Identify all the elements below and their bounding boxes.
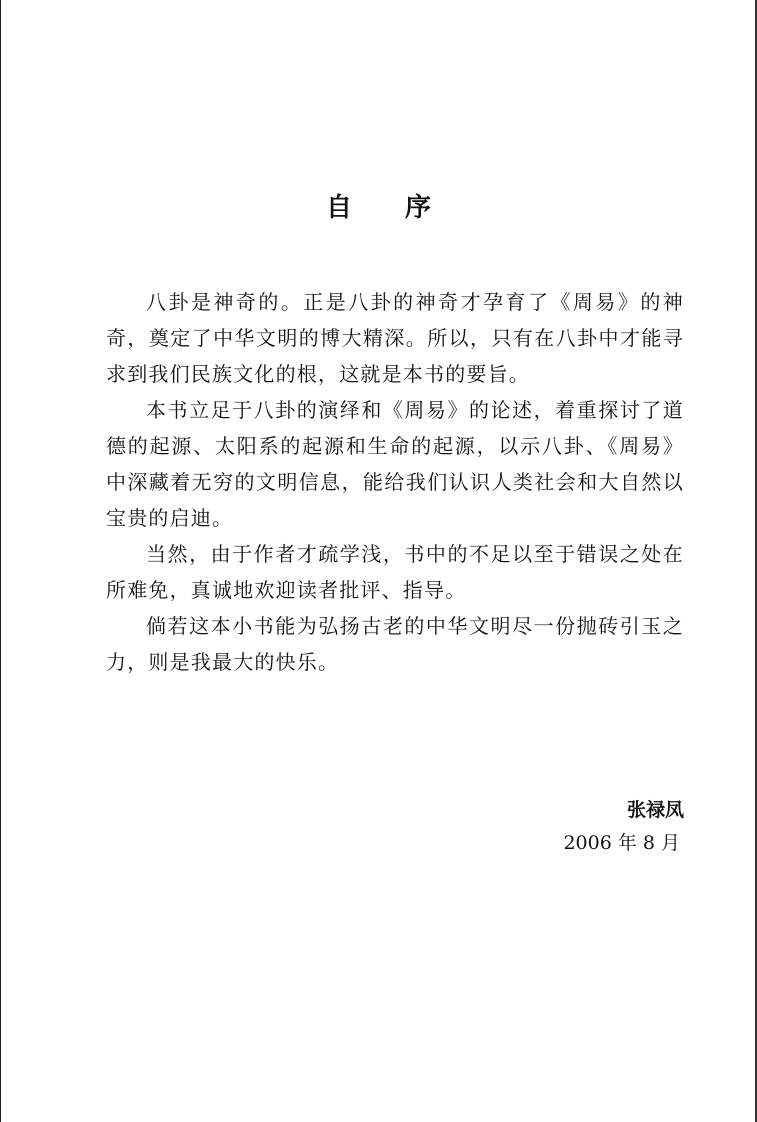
paragraph-3: 当然，由于作者才疏学浅，书中的不足以至于错误之处在所难免，真诚地欢迎读者批评、指导。 [106, 542, 684, 602]
paragraph-4: 倘若这本小书能为弘扬古老的中华文明尽一份抛砖引玉之力，则是我最大的快乐。 [106, 614, 684, 674]
author-name: 张禄凤 [626, 799, 684, 821]
paragraph-2: 本书立足于八卦的演绎和《周易》的论述，着重探讨了道德的起源、太阳系的起源和生命的起源，以示八卦、《周易》中深藏着无穷的文明信息，能给我们认识人类社会和大自然以宝贵的启迪。 [106, 398, 684, 530]
preface-title: 自 序 [325, 193, 454, 223]
paragraph-1: 八卦是神奇的。正是八卦的神奇才孕育了《周易》的神奇，奠定了中华文明的博大精深。所以，只有在八卦中才能寻求到我们民族文化的根，这就是本书的要旨。 [106, 290, 684, 386]
signature-date: 2006 年 8 月 [563, 832, 680, 854]
preface-body [106, 284, 684, 680]
page-left-edge [0, 0, 1, 1122]
